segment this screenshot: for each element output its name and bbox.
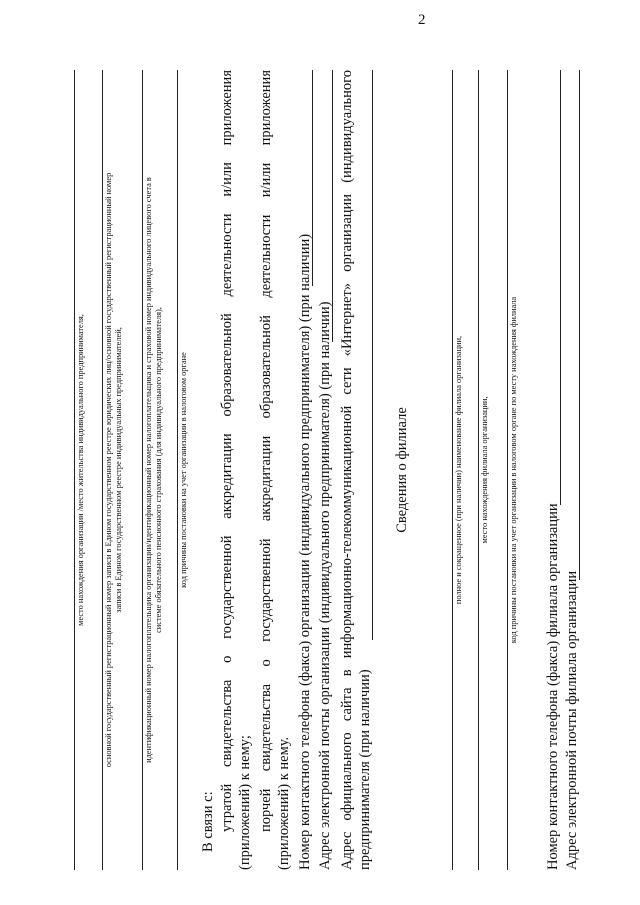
org-email-label: Адрес электронной почты организации (индивидуального предпринимателя) (при наличии) (317, 301, 333, 870)
kpp-line (177, 70, 178, 870)
location-line (74, 70, 75, 870)
org-phone-label: Номер контактного телефона (факса) организации (индивидуального предпринимателя) (при наличии) (297, 233, 313, 870)
inn-caption-2: системе обязательного пенсионного страхования (для индивидуального предпринимателя), (154, 307, 163, 633)
website-line[interactable] (372, 70, 373, 640)
damage-reason-line-2: (приложений) к нему. (276, 736, 292, 870)
branch-phone-label: Номер контактного телефона (факса) филиала организации (545, 503, 561, 870)
location-caption: место нахождения организации /место жительства индивидуального предпринимателя, (76, 314, 85, 626)
branch-location-line[interactable] (478, 70, 479, 870)
rotated-form-content (50, 30, 610, 870)
inn-line (142, 70, 143, 870)
ogrn-caption-2: записи в Едином государственном реестре индивидуальных предпринимателей, (114, 327, 123, 613)
damage-reason-line-1: порчей свидетельства о государственной аккредитации образовательной деятельности и/или приложения (258, 70, 274, 832)
kpp-caption: код причины постановки на учет организации в налоговом органе (179, 352, 188, 588)
branch-heading: Сведения о филиале (394, 407, 410, 533)
inn-caption-1: идентификационный номер налогоплательщика организации/идентификационный номер налогоплательщика и страховой номер индивидуального лицевого счета в (144, 177, 153, 763)
website-label-2: предпринимателя (при наличии) (357, 669, 373, 870)
branch-location-caption: место нахождения филиала организации, (480, 396, 489, 544)
org-email-line[interactable] (332, 70, 333, 342)
org-phone-line[interactable] (312, 70, 313, 286)
branch-name-caption: полное и сокращенное (при наличии) наименование филиала организации, (454, 335, 463, 605)
branch-email-line[interactable] (579, 70, 580, 580)
ogrn-line (102, 70, 103, 870)
loss-reason-line-1: утратой свидетельства о государственной аккредитации образовательной деятельности и/или приложения (219, 70, 235, 832)
branch-name-line[interactable] (452, 70, 453, 870)
loss-reason-line-2: (приложений) к нему; (237, 735, 253, 870)
page-number: 2 (418, 12, 426, 28)
ogrn-caption-1: основной государственный регистрационный номер записи в Едином государственном реестре юридических лиц/основной государственный регистрационный номер (104, 172, 113, 768)
website-label-1: Адрес официального сайта в информационно-телекоммуникационной сети «Интернет» организации (индивидуального (339, 70, 355, 870)
branch-phone-line[interactable] (560, 70, 561, 505)
reasons-heading: В связи с: (200, 791, 216, 852)
branch-kpp-caption: код причины постановки на учет организации в налоговом органе по месту нахождения филиала (509, 296, 518, 644)
branch-kpp-line[interactable] (507, 70, 508, 870)
branch-email-label: Адрес электронной почты филиала организации (564, 570, 580, 870)
